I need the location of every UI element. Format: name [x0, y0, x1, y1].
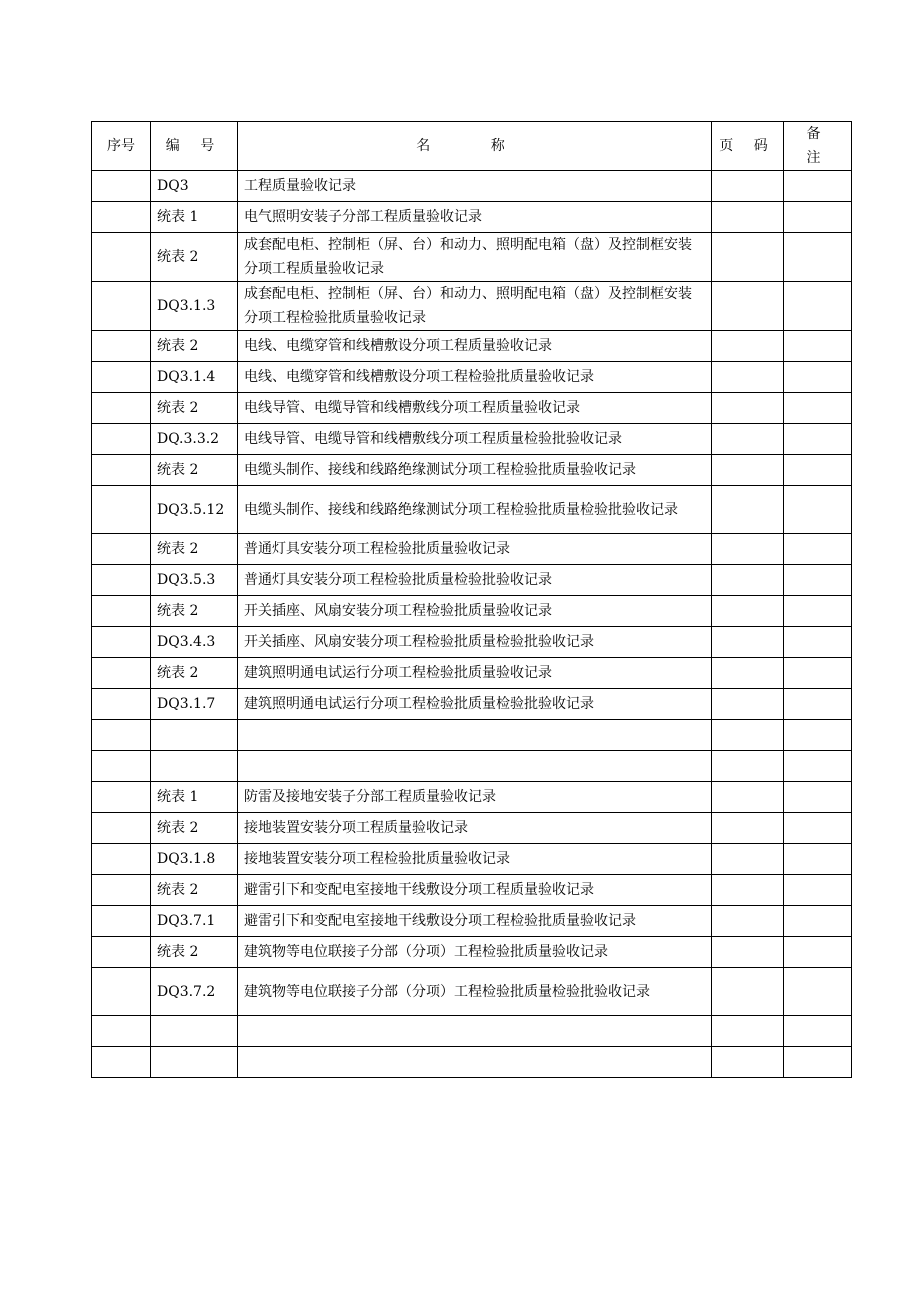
table-row	[92, 875, 852, 906]
page-cell	[712, 875, 784, 906]
note-cell	[784, 282, 852, 331]
note-cell	[784, 875, 852, 906]
name-cell: 电线导管、电缆导管和线槽敷线分项工程质量验收记录	[238, 393, 712, 424]
seq-cell	[92, 906, 151, 937]
note-cell	[784, 968, 852, 1016]
name-cell: 防雷及接地安装子分部工程质量验收记录	[238, 782, 712, 813]
seq-cell	[92, 331, 151, 362]
table-row	[92, 424, 852, 455]
seq-cell	[92, 534, 151, 565]
name-cell	[238, 751, 712, 782]
code-cell: 统表 1	[151, 202, 238, 233]
note-cell	[784, 596, 852, 627]
table-row	[92, 813, 852, 844]
seq-cell	[92, 937, 151, 968]
seq-cell	[92, 596, 151, 627]
code-cell: DQ3.5.3	[151, 565, 238, 596]
table-row	[92, 906, 852, 937]
page-cell	[712, 627, 784, 658]
name-cell: 电线、电缆穿管和线槽敷设分项工程质量验收记录	[238, 331, 712, 362]
seq-cell	[92, 233, 151, 282]
name-cell: 建筑照明通电试运行分项工程检验批质量检验批验收记录	[238, 689, 712, 720]
page-cell	[712, 1016, 784, 1047]
table-row	[92, 282, 852, 331]
table-row	[92, 486, 852, 534]
header-page: 页 码	[712, 122, 784, 171]
table-row	[92, 534, 852, 565]
page-cell	[712, 844, 784, 875]
table-row	[92, 627, 852, 658]
name-cell	[238, 1047, 712, 1078]
note-cell	[784, 658, 852, 689]
page-cell	[712, 171, 784, 202]
code-cell: 统表 1	[151, 782, 238, 813]
table-row	[92, 1047, 852, 1078]
page-cell	[712, 937, 784, 968]
table-row	[92, 362, 852, 393]
note-cell	[784, 906, 852, 937]
code-cell: DQ3.1.3	[151, 282, 238, 331]
page-cell	[712, 751, 784, 782]
code-cell: 统表 2	[151, 813, 238, 844]
seq-cell	[92, 1047, 151, 1078]
note-cell	[784, 751, 852, 782]
table-row	[92, 658, 852, 689]
note-cell	[784, 937, 852, 968]
seq-cell	[92, 362, 151, 393]
seq-cell	[92, 658, 151, 689]
table-row	[92, 844, 852, 875]
code-cell: DQ3.7.2	[151, 968, 238, 1016]
code-cell: 统表 2	[151, 233, 238, 282]
seq-cell	[92, 565, 151, 596]
code-cell: DQ3.1.8	[151, 844, 238, 875]
table-row	[92, 455, 852, 486]
name-cell: 成套配电柜、控制柜（屏、台）和动力、照明配电箱（盘）及控制框安装分项工程质量验收记录	[238, 233, 712, 282]
name-cell	[238, 1016, 712, 1047]
seq-cell	[92, 486, 151, 534]
table-row	[92, 331, 852, 362]
page-cell	[712, 282, 784, 331]
header-row	[92, 122, 852, 171]
code-cell: DQ3.4.3	[151, 627, 238, 658]
seq-cell	[92, 751, 151, 782]
code-cell: 统表 2	[151, 455, 238, 486]
seq-cell	[92, 720, 151, 751]
note-cell	[784, 844, 852, 875]
name-cell	[238, 720, 712, 751]
code-cell: 统表 2	[151, 658, 238, 689]
name-cell: 接地装置安装分项工程质量验收记录	[238, 813, 712, 844]
note-cell	[784, 331, 852, 362]
note-cell	[784, 813, 852, 844]
note-cell	[784, 627, 852, 658]
table-row	[92, 968, 852, 1016]
table-row	[92, 565, 852, 596]
page-cell	[712, 424, 784, 455]
name-cell: 开关插座、风扇安装分项工程检验批质量检验批验收记录	[238, 627, 712, 658]
code-cell: DQ3.1.4	[151, 362, 238, 393]
code-cell: DQ.3.3.2	[151, 424, 238, 455]
code-cell: DQ3.7.1	[151, 906, 238, 937]
name-cell: 电线导管、电缆导管和线槽敷线分项工程质量检验批验收记录	[238, 424, 712, 455]
name-cell: 建筑照明通电试运行分项工程检验批质量验收记录	[238, 658, 712, 689]
name-cell: 建筑物等电位联接子分部（分项）工程检验批质量检验批验收记录	[238, 968, 712, 1016]
note-cell	[784, 393, 852, 424]
code-cell: 统表 2	[151, 875, 238, 906]
page-cell	[712, 455, 784, 486]
name-cell: 电线、电缆穿管和线槽敷设分项工程检验批质量验收记录	[238, 362, 712, 393]
seq-cell	[92, 282, 151, 331]
seq-cell	[92, 202, 151, 233]
note-cell	[784, 782, 852, 813]
name-cell: 电缆头制作、接线和线路绝缘测试分项工程检验批质量检验批验收记录	[238, 486, 712, 534]
seq-cell	[92, 171, 151, 202]
table-row	[92, 751, 852, 782]
page-cell	[712, 596, 784, 627]
seq-cell	[92, 393, 151, 424]
seq-cell	[92, 968, 151, 1016]
code-cell	[151, 1047, 238, 1078]
table-body	[92, 171, 852, 1078]
code-cell: 统表 2	[151, 331, 238, 362]
table-row	[92, 233, 852, 282]
code-cell: DQ3.5.12	[151, 486, 238, 534]
seq-cell	[92, 1016, 151, 1047]
code-cell: 统表 2	[151, 534, 238, 565]
page-cell	[712, 202, 784, 233]
page-cell	[712, 362, 784, 393]
table-row	[92, 689, 852, 720]
header-note: 备 注	[784, 122, 852, 171]
page-cell	[712, 486, 784, 534]
seq-cell	[92, 813, 151, 844]
seq-cell	[92, 455, 151, 486]
note-cell	[784, 486, 852, 534]
code-cell: DQ3.1.7	[151, 689, 238, 720]
table-row	[92, 782, 852, 813]
record-index-table	[91, 121, 852, 1078]
page-cell	[712, 906, 784, 937]
note-cell	[784, 455, 852, 486]
note-cell	[784, 362, 852, 393]
seq-cell	[92, 424, 151, 455]
table-row	[92, 1016, 852, 1047]
code-cell: 统表 2	[151, 937, 238, 968]
note-cell	[784, 202, 852, 233]
table-row	[92, 393, 852, 424]
note-cell	[784, 233, 852, 282]
table-row	[92, 202, 852, 233]
note-cell	[784, 1047, 852, 1078]
name-cell: 普通灯具安装分项工程检验批质量验收记录	[238, 534, 712, 565]
note-cell	[784, 1016, 852, 1047]
note-cell	[784, 534, 852, 565]
code-cell	[151, 751, 238, 782]
page-cell	[712, 534, 784, 565]
page-cell	[712, 393, 784, 424]
note-cell	[784, 720, 852, 751]
name-cell: 普通灯具安装分项工程检验批质量检验批验收记录	[238, 565, 712, 596]
note-cell	[784, 171, 852, 202]
seq-cell	[92, 875, 151, 906]
page-cell	[712, 968, 784, 1016]
note-cell	[784, 424, 852, 455]
code-cell	[151, 1016, 238, 1047]
page-cell	[712, 689, 784, 720]
seq-cell	[92, 627, 151, 658]
code-cell: DQ3	[151, 171, 238, 202]
note-cell	[784, 689, 852, 720]
table-row	[92, 596, 852, 627]
page-cell	[712, 782, 784, 813]
name-cell: 工程质量验收记录	[238, 171, 712, 202]
seq-cell	[92, 844, 151, 875]
header-seq: 序号	[92, 122, 151, 171]
page-cell	[712, 720, 784, 751]
table-row	[92, 937, 852, 968]
page-cell	[712, 233, 784, 282]
page-cell	[712, 1047, 784, 1078]
name-cell: 电气照明安装子分部工程质量验收记录	[238, 202, 712, 233]
name-cell: 避雷引下和变配电室接地干线敷设分项工程质量验收记录	[238, 875, 712, 906]
page-cell	[712, 658, 784, 689]
seq-cell	[92, 689, 151, 720]
page-cell	[712, 565, 784, 596]
code-cell: 统表 2	[151, 596, 238, 627]
name-cell: 成套配电柜、控制柜（屏、台）和动力、照明配电箱（盘）及控制框安装分项工程检验批质量验收记录	[238, 282, 712, 331]
name-cell: 建筑物等电位联接子分部（分项）工程检验批质量验收记录	[238, 937, 712, 968]
seq-cell	[92, 782, 151, 813]
header-name: 名 称	[238, 122, 712, 171]
note-cell	[784, 565, 852, 596]
name-cell: 避雷引下和变配电室接地干线敷设分项工程检验批质量验收记录	[238, 906, 712, 937]
name-cell: 接地装置安装分项工程检验批质量验收记录	[238, 844, 712, 875]
table-row	[92, 720, 852, 751]
name-cell: 电缆头制作、接线和线路绝缘测试分项工程检验批质量验收记录	[238, 455, 712, 486]
page-cell	[712, 813, 784, 844]
code-cell: 统表 2	[151, 393, 238, 424]
code-cell	[151, 720, 238, 751]
header-code: 编 号	[151, 122, 238, 171]
name-cell: 开关插座、风扇安装分项工程检验批质量验收记录	[238, 596, 712, 627]
page-cell	[712, 331, 784, 362]
table-row	[92, 171, 852, 202]
